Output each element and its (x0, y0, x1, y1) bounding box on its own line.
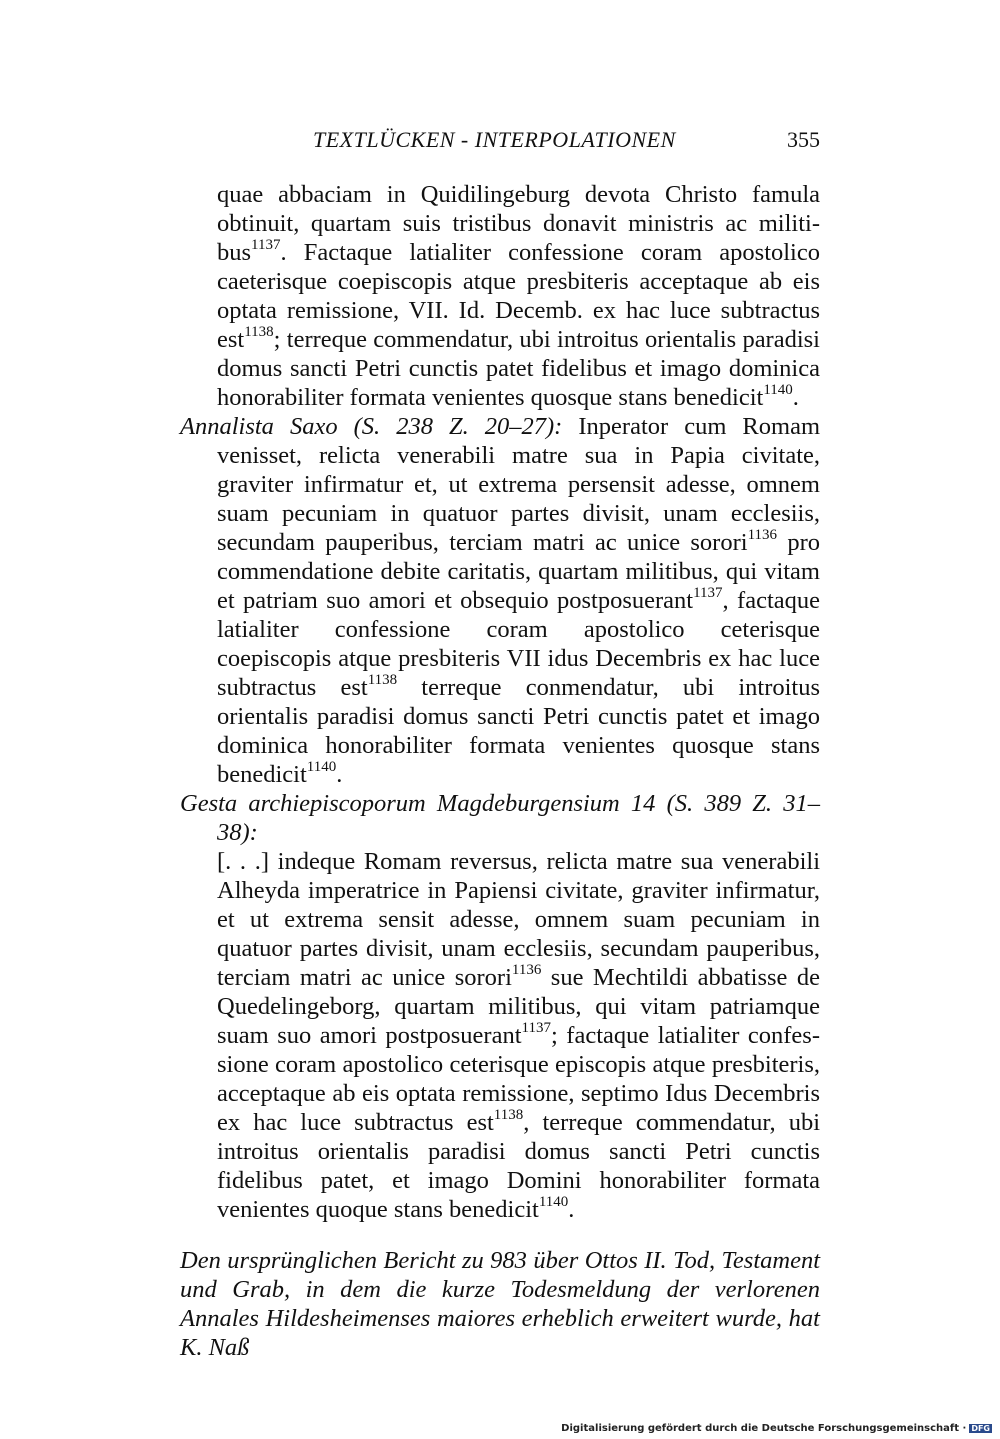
quotation-text: , terreque commendatur, ubi introitus orientalis paradisi domus sancti Petri cunctis fidelibus patet, et imago Domini honorabiliter formata venientes quoque stans benedicit (217, 1109, 821, 1223)
footnote-ref: 1140 (538, 1193, 569, 1210)
gesta-quotation (217, 847, 820, 1224)
footer-text: Digitalisierung gefördert durch die Deutsche Forschungsgemeinschaft · (561, 1423, 967, 1434)
quotation-text: sue Mechtildi abbatisse de Quedelingeborg, quartam militibus, qui vitam patriamque suam suo amori postposuerant (217, 964, 820, 1049)
continued-quotation (180, 180, 820, 412)
annalista-saxo-entry (180, 412, 820, 789)
quotation-text: Inperator cum Romam venisset, relicta venerabili matre sua in Papia civitate, graviter infirmatur et, ut extrema persensit adesse, omnem suam pecuniam in quatuor partes divisit, unam ecclesiis, secundam pauperibus, terciam matri ac unice sorori (217, 413, 820, 556)
page-number: 355 (787, 127, 820, 152)
running-head (180, 127, 820, 159)
footnote-ref: 1137 (251, 236, 281, 253)
closing-paragraph: Den ursprünglichen Bericht zu 983 über Ottos II. Tod, Testament und Grab, in dem die kurze Todesmeldung der verlorenen Annales Hildesheimenses maiores erheblich erweitert wurde, hat K. Naß (180, 1247, 820, 1361)
quotation-text: ; terreque commendatur, ubi introitus orientalis paradisi domus sancti Petri cunctis patet fidelibus et imago dominica honorabiliter formata venientes quosque stans benedicit (217, 326, 820, 411)
footnote-ref: 1137 (521, 1019, 551, 1036)
footnote-ref: 1138 (244, 323, 274, 340)
quotation-text: ; factaque latialiter confessione coram apostolico ceterisque episcopis atque presbiteris, acceptaque ab eis optata remissione, septimo Idus Decembris ex hac luce subtractus est (217, 1022, 820, 1136)
footnote-ref: 1140 (763, 381, 793, 398)
footnote-ref: 1136 (747, 526, 778, 543)
source-citation: Annalista Saxo (S. 238 Z. 20–27): (180, 413, 563, 440)
quotation-text: . (792, 384, 799, 411)
page-body (180, 180, 820, 1362)
quotation-text: . (336, 761, 343, 788)
quotation-text: terreque conmendatur, ubi introitus orientalis paradisi domus sancti Petri cunctis patet et imago dominica honorabiliter formata venientes quosque stans benedicit (217, 674, 820, 788)
footnote-ref: 1138 (493, 1106, 524, 1123)
running-head-title: TEXTLÜCKEN - INTERPOLATIONEN (313, 127, 676, 152)
footnote-ref: 1136 (511, 961, 542, 978)
footnote-ref: 1140 (306, 758, 337, 775)
quotation-text: . Factaque latialiter confessione coram apostolico caeterisque coepiscopis atque presbiteris acceptaque ab eis optata remissione, VII. Id. Decemb. ex hac luce subtractus est (217, 239, 820, 353)
dfg-logo: DFG (971, 1423, 990, 1433)
quotation-text: . (568, 1196, 575, 1223)
quotation-text: , factaque latialiter confessione coram apostolico ceterisque coepiscopis atque presbiteris VII idus Decembris ex hac luce subtractus est (217, 587, 820, 701)
footnote-ref: 1138 (367, 671, 398, 688)
footnote-ref: 1137 (693, 584, 723, 601)
quotation-text: quae abbaciam in Quidilingeburg devota Christo famula obtinuit, quartam suis tristibus donavit ministris ac militibus (217, 181, 820, 266)
source-citation: Gesta archiepiscoporum Magdeburgensium 14 (S. 389 Z. 31–38): (180, 790, 820, 846)
gesta-entry (180, 789, 820, 1224)
digitization-footer (561, 1423, 992, 1434)
quotation-text: [. . .] indeque Romam reversus, relicta matre sua venerabili Alheyda imperatrice in Papiensi civitate, graviter infirmatur, et ut extrema sensit adesse, omnem suam pecuniam in quatuor partes divisit, unam ecclesiis, secundam pauperibus, terciam matri ac unice sorori (217, 848, 820, 991)
quotation-text: pro commendatione debite caritatis, quartam militibus, qui vitam et patriam suo amori et obsequio postposuerant (217, 529, 820, 614)
